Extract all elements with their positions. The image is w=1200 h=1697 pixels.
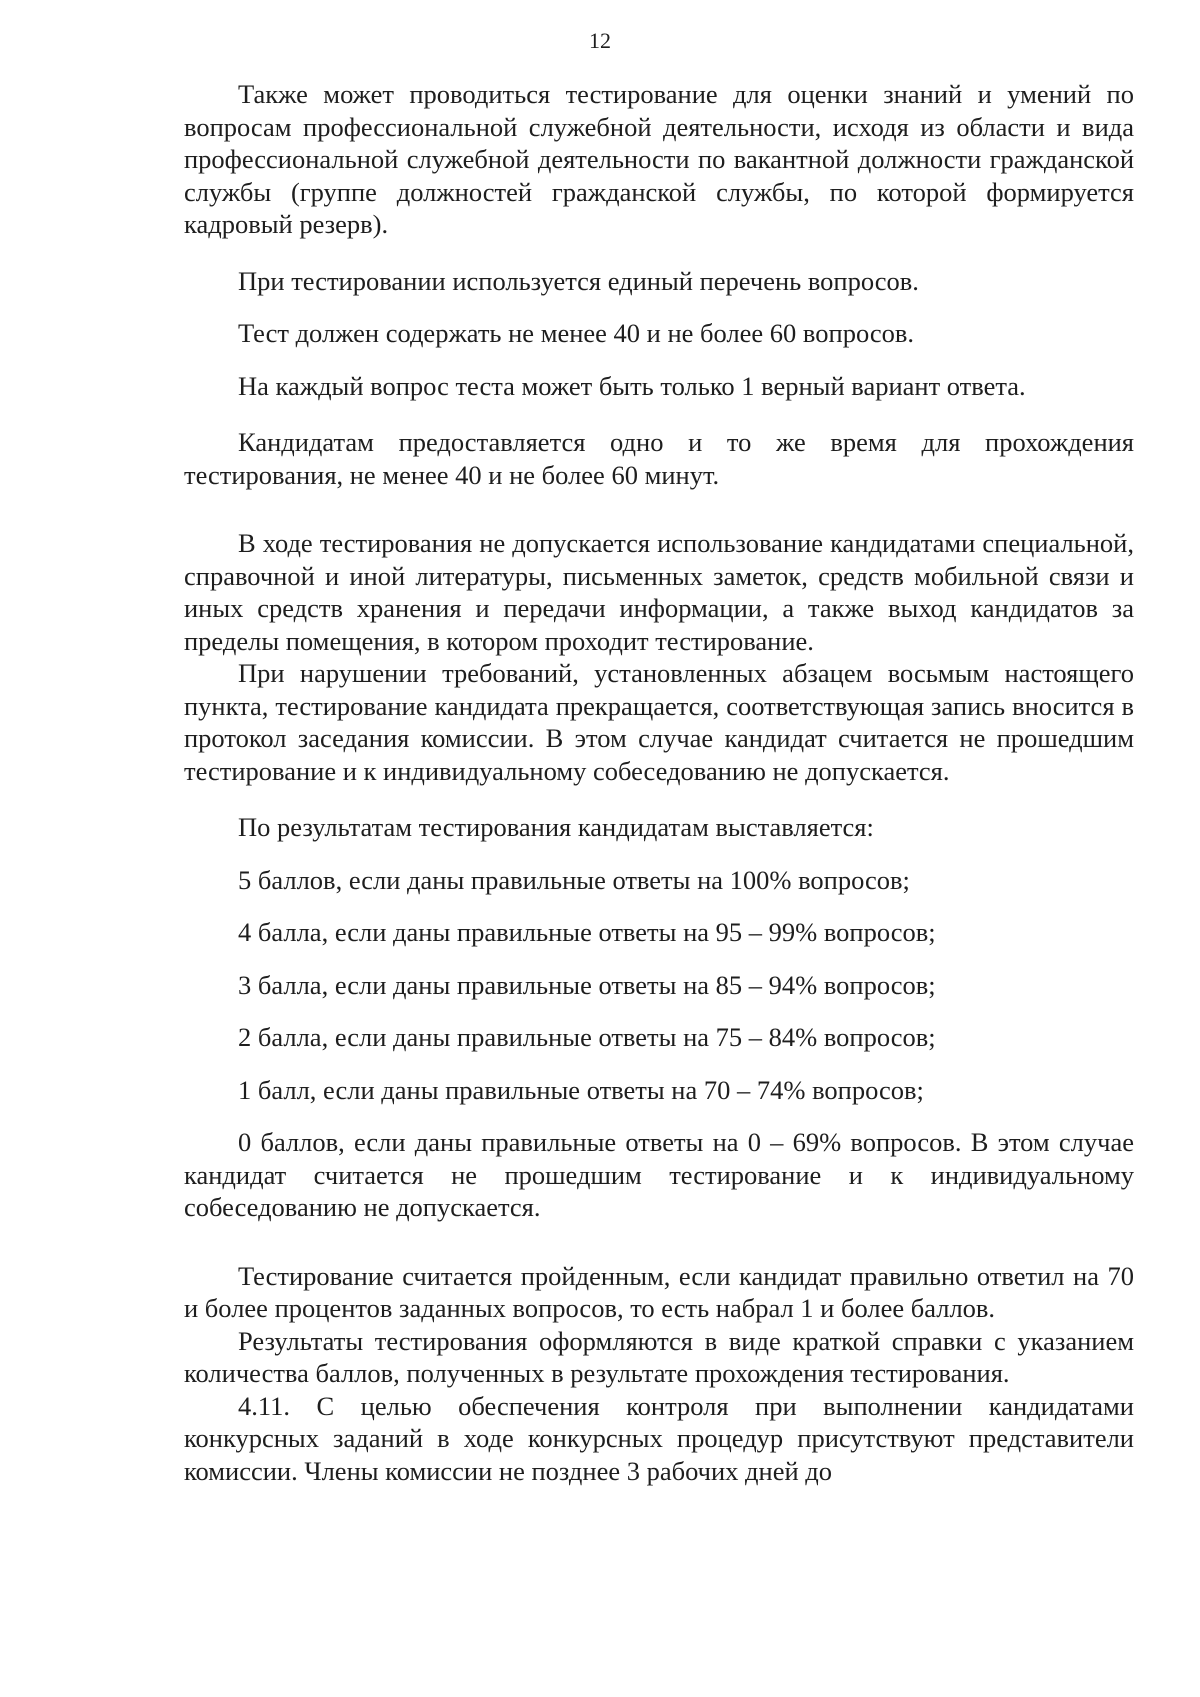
page-number: 12 bbox=[589, 28, 611, 53]
score-item-5: 5 баллов, если даны правильные ответы на 100% вопросов; bbox=[238, 864, 910, 895]
paragraph-question-list: При тестировании используется единый перечень вопросов. bbox=[238, 265, 919, 296]
paragraph-pass-criteria: Тестирование считается пройденным, если кандидат правильно ответил на 70 и более процентов заданных вопросов, то есть набрал 1 и более баллов. bbox=[184, 1260, 1134, 1323]
paragraph-results-report: Результаты тестирования оформляются в виде краткой справки с указанием количества баллов, полученных в результате прохождения тестирования. bbox=[184, 1325, 1134, 1388]
score-item-3: 3 балла, если даны правильные ответы на 85 – 94% вопросов; bbox=[238, 969, 936, 1000]
document-body bbox=[184, 78, 1134, 1487]
paragraph-time-limit: Кандидатам предоставляется одно и то же время для прохождения тестирования, не менее 40 и не более 60 минут. bbox=[184, 427, 1134, 490]
paragraph-section-4-11: 4.11. С целью обеспечения контроля при выполнении кандидатами конкурсных заданий в ходе конкурсных процедур присутствуют представители комиссии. Члены комиссии не позднее 3 рабочих дней до bbox=[184, 1390, 1134, 1486]
score-item-1: 1 балл, если даны правильные ответы на 70 – 74% вопросов; bbox=[238, 1074, 924, 1105]
score-item-0: 0 баллов, если даны правильные ответы на 0 – 69% вопросов. В этом случае кандидат считается не прошедшим тестирование и к индивидуальному собеседованию не допускается. bbox=[184, 1127, 1134, 1222]
score-item-2: 2 балла, если даны правильные ответы на 75 – 84% вопросов; bbox=[238, 1022, 936, 1052]
paragraph-scoring-intro: По результатам тестирования кандидатам выставляется: bbox=[238, 812, 874, 842]
paragraph-testing-purpose: Также может проводиться тестирование для оценки знаний и умений по вопросам профессиональной служебной деятельности, исходя из области и вида профессиональной служебной деятельности по вакантной должности гражданской службы (группе должностей гражданской службы, по которой формируется кадровый резерв). bbox=[184, 79, 1134, 239]
score-item-4: 4 балла, если даны правильные ответы на 95 – 99% вопросов; bbox=[238, 917, 936, 947]
paragraph-violation: При нарушении требований, установленных абзацем восьмым настоящего пункта, тестирование кандидата прекращается, соответствующая запись вносится в протокол заседания комиссии. В этом случае кандидат считается не прошедшим тестирование и к индивидуальному собеседованию не допускается. bbox=[184, 658, 1134, 786]
paragraph-answer-variant: На каждый вопрос теста может быть только 1 верный вариант ответа. bbox=[238, 370, 1026, 401]
paragraph-prohibited-aids: В ходе тестирования не допускается использование кандидатами специальной, справочной и иной литературы, письменных заметок, средств мобильной связи и иных средств хранения и передачи информации, а также выход кандидатов за пределы помещения, в котором проходит тестирование. bbox=[184, 528, 1134, 656]
paragraph-question-count: Тест должен содержать не менее 40 и не более 60 вопросов. bbox=[238, 318, 915, 348]
